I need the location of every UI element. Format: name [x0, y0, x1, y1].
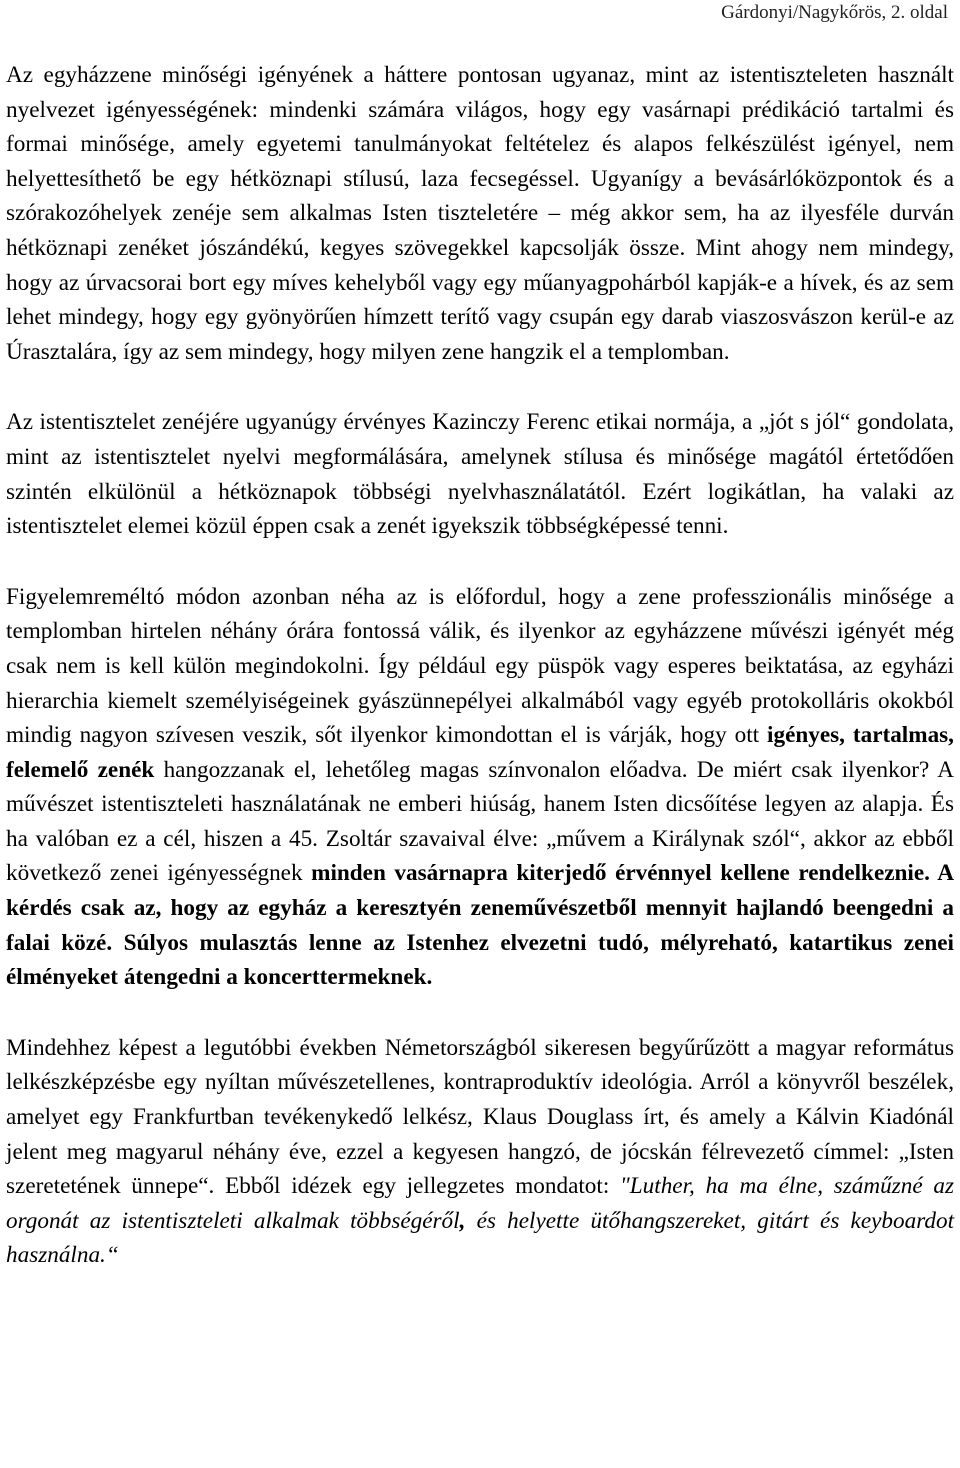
running-head: Gárdonyi/Nagykőrös, 2. oldal [721, 2, 948, 23]
paragraph-1 [6, 58, 954, 369]
paragraph-2 [6, 405, 954, 543]
paragraph-3-text-c: hangozzanak el, lehetőleg magas színvonalon előadva. De miért csak ilyenkor? A művészet istentiszteleti használatának ne emberi hiúság, hanem Isten dicsőítése legyen az alapja. És ha valóban ez a cél, hiszen a 45. Zsoltár szavaival élve: „művem a Királynak szól“, akkor az ebből következő zenei igényességnek [6, 756, 954, 887]
paragraph-2-text: Az istentisztelet zenéjére ugyanúgy érvényes Kazinczy Ferenc etikai normája, a „jót s jól“ gondolata, mint az istentisztelet nyelvi megformálására, amelynek stílusa és minősége magától értetődően szintén elkülönül a hétköznapok többségi nyelvhasználatától. Ezért logikátlan, ha valaki az istentisztelet elemei közül éppen csak a zenét igyekszik többségképessé tenni. [6, 409, 954, 540]
paragraph-4 [6, 1031, 954, 1273]
quote-italic-a: "Luther, ha ma élne, száműzné az orgonát az istentiszteleti alkalmak többségéről [6, 1173, 954, 1234]
quote-italic-b: és helyette ütőhangszereket, gitárt és keyboardot használna.“ [6, 1207, 955, 1269]
paragraph-3-bold-phrase: igényes, tartalmas, felemelő zenék [6, 722, 954, 783]
paragraph-4-text: Mindehhez képest a legutóbbi években Németországból sikeresen begyűrűzött a magyar református lelkészképzésbe egy nyíltan művészetellenes, kontraproduktív ideológia. Arról a könyvről beszélek, amelyet egy Frankfurtban tevékenykedő lelkész, Klaus Douglass írt, és amely a Kálvin Kiadónál jelent meg magyarul néhány éve, ezzel a kegyesen hangzó, de jócskán félrevezető címmel: „Isten szeretetének ünnepe“. Ebből idézek egy jellegzetes mondatot: [6, 1034, 954, 1200]
paragraph-3-text-a: Figyelemreméltó módon azonban néha az is előfordul, hogy a zene professzionális minősége a templomban hirtelen néhány órára fontossá válik, és ilyenkor az egyházzene művészi igényét még csak nem is kell külön megindokolni. Így például egy püspök vagy esperes beiktatása, az egyházi hierarchia kiemelt személyiségeinek gyászünnepélyei alkalmából vagy egyéb protokolláris okokból mindig nagyon szívesen veszik, sőt ilyenkor kimondottan el is várják, hogy ott [6, 583, 954, 749]
document-body [6, 58, 954, 1273]
paragraph-3 [6, 580, 954, 995]
paragraph-gap [6, 995, 954, 1031]
paragraph-1-text: Az egyházzene minőségi igényének a háttere pontosan ugyanaz, mint az istentiszteleten használt nyelvezet igényességének: mindenki számára világos, hogy egy vasárnapi prédikáció tartalmi és formai minősége, amely egyetemi tanulmányokat feltételez és alapos felkészülést igényel, nem helyettesíthető be egy hétköznapi stílusú, laza fecsegéssel. Ugyanígy a bevásárlóközpontok és a szórakozóhelyek zenéje sem alkalmas Isten tiszteletére – még akkor sem, ha az ilyesféle durván hétköznapi zenéket jószándékú, kegyes szövegekkel kapcsolják össze. Mint ahogy nem mindegy, hogy az úrvacsorai bort egy míves kehelyből vagy egy műanyagpohárból kapják-e a hívek, és az sem lehet mindegy, hogy egy gyönyörűen hímzett terítő vagy csupán egy darab viaszosvászon kerül-e az Úrasztalára, így az sem mindegy, hogy milyen zene hangzik el a templomban. [6, 62, 954, 365]
paragraph-3-bold-passage: minden vasárnapra kiterjedő érvénnyel kellene rendelkeznie. A kérdés csak az, hogy az egyház a keresztyén zeneművészetből mennyit hajlandó beengedni a falai közé. Súlyos mulasztás lenne az Istenhez elvezetni tudó, mélyreható, katartikus zenei élményeket átengedni a koncerttermeknek. [6, 860, 954, 991]
quote-bold-comma: , [459, 1207, 466, 1234]
paragraph-gap [6, 544, 954, 580]
paragraph-gap [6, 369, 954, 405]
